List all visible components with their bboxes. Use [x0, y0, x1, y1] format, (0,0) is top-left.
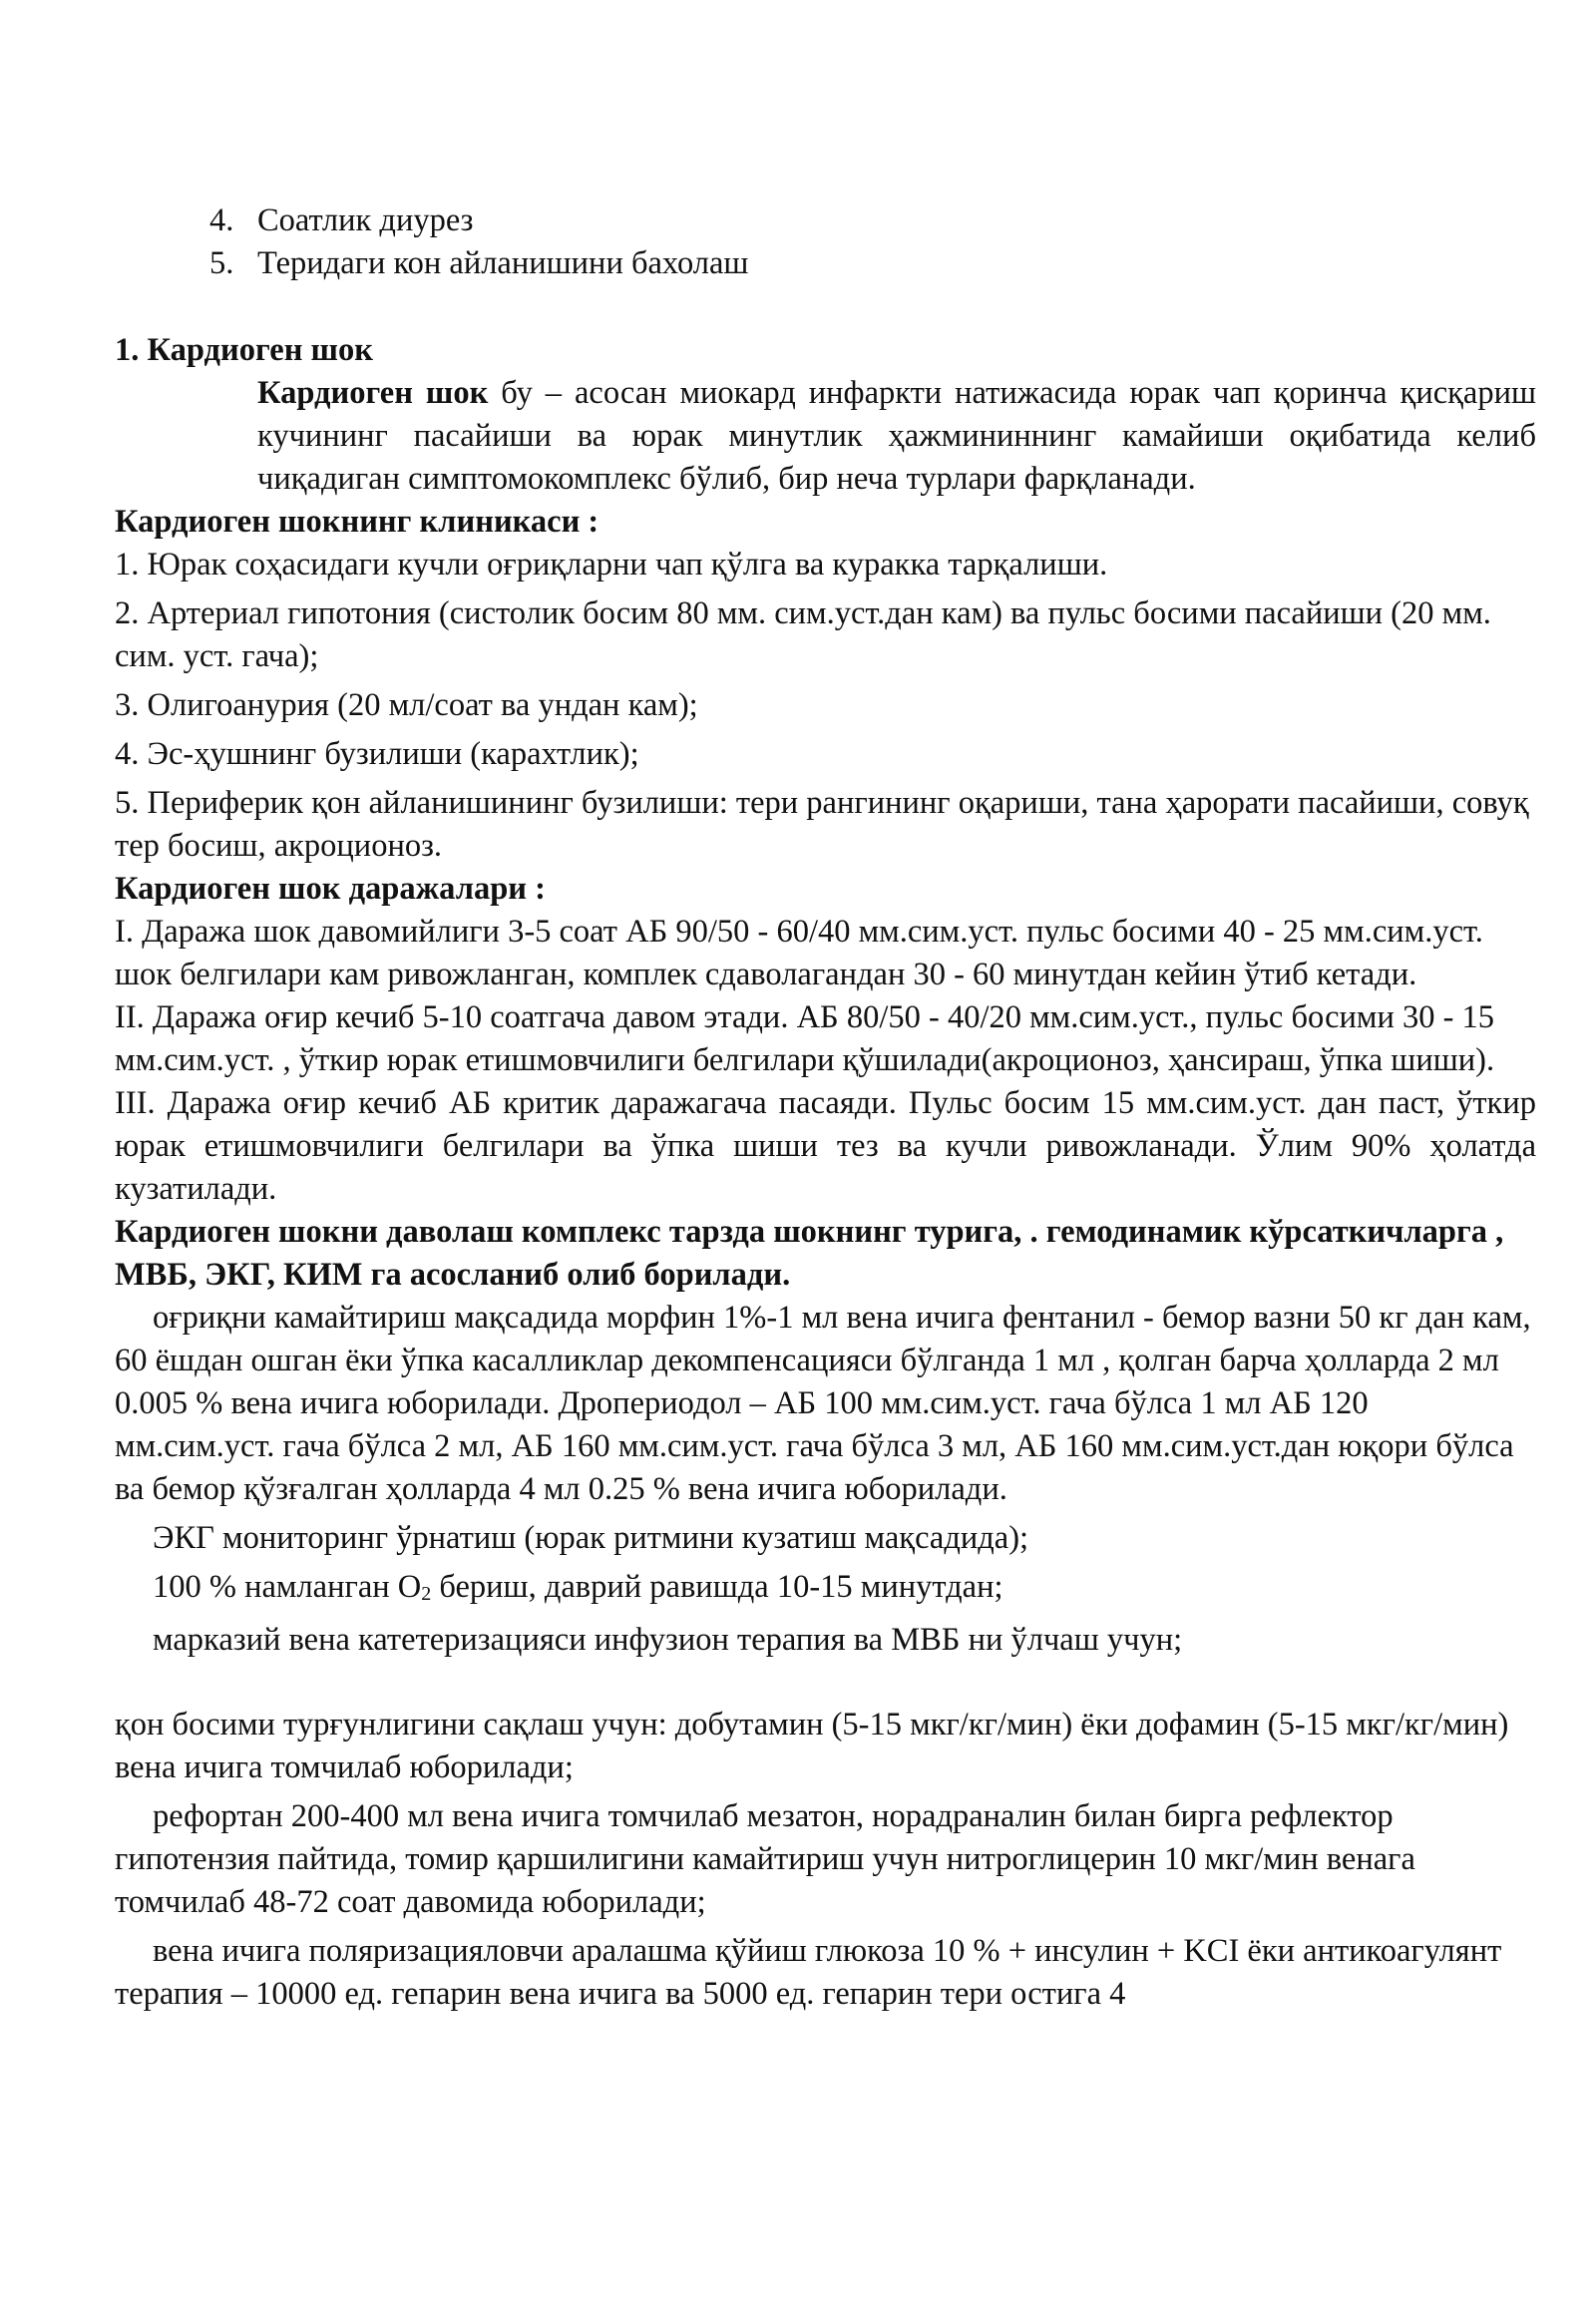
- degree-item: I. Даража шок давомийлиги 3-5 соат АБ 90/50 - 60/40 мм.сим.уст. пульс босими 40 - 25 мм.сим.уст. шок белгилари кам ривожланган, комплек сдаволагандан 30 - 60 минутдан кейин ўтиб кетади.: [115, 914, 1483, 992]
- list-item: [209, 199, 1536, 242]
- clinic-heading: Кардиоген шокнинг клиникаси :: [115, 504, 599, 540]
- treatment-paragraph: марказий вена катетеризацияси инфузион терапия ва МВБ ни ўлчаш учун;: [153, 1622, 1183, 1658]
- treatment-paragraph: ЭКГ мониторинг ўрнатиш (юрак ритмини кузатиш мақсадида);: [153, 1520, 1029, 1556]
- definition-paragraph: [115, 372, 1536, 501]
- clinic-item: 1. Юрак соҳасидаги кучли оғриқларни чап қўлга ва куракка тарқалиши.: [115, 547, 1108, 582]
- clinic-item: 3. Олигоанурия (20 мл/соат ва ундан кам);: [115, 687, 698, 723]
- definition-term: Кардиоген шок: [257, 375, 489, 411]
- treatment-paragraph: вена ичига поляризацияловчи аралашма қўйиш глюкоза 10 % + инсулин + KCI ёки антикоагулянт терапия – 10000 ед. гепарин вена ичига ва 5000 ед. гепарин тери остига 4: [115, 1933, 1502, 2012]
- degree-item: III. Даража оғир кечиб АБ критик даражагача пасаяди. Пульс босим 15 мм.сим.уст. дан паст, ўткир юрак етишмовчилиги белгилари ва ўпка шиши тез ва кучли ривожланади. Ўлим 90% ҳолатда кузатилади.: [115, 1085, 1536, 1207]
- o2-subscript: 2: [421, 1583, 432, 1605]
- treatment-paragraph: [115, 1566, 1536, 1613]
- list-item: [209, 242, 1536, 285]
- o2-text-post: бериш, даврий равишда 10-15 минутдан;: [431, 1569, 1003, 1605]
- list-text: Соатлик диурез: [257, 202, 474, 238]
- treatment-paragraph: оғриқни камайтириш мақсадида морфин 1%-1 мл вена ичига фентанил - бемор вазни 50 кг дан кам, 60 ёшдан ошган ёки ўпка касалликлар декомпенсацияси бўлганда 1 мл , қолган барча ҳолларда 2 мл 0.005 % вена ичига юборилади. Дропериодол – АБ 100 мм.сим.уст. гача бўлса 1 мл АБ 120 мм.сим.уст. гача бўлса 2 мл, АБ 160 мм.сим.уст. гача бўлса 3 мл, АБ 160 мм.сим.уст.дан юқори бўлса ва бемор қўзғалган ҳолларда 4 мл 0.25 % вена ичига юборилади.: [115, 1300, 1531, 1507]
- treatment-paragraph: қон босими турғунлигини сақлаш учун: добутамин (5-15 мкг/кг/мин) ёки дофамин (5-15 мкг/кг/мин) вена ичига томчилаб юборилади;: [115, 1707, 1509, 1785]
- degrees-heading: Кардиоген шок даражалари :: [115, 871, 546, 907]
- intro-list: [115, 199, 1536, 285]
- o2-text-pre: 100 % намланган О: [153, 1569, 422, 1605]
- treatment-heading: Кардиоген шокни даволаш комплекс тарзда шокнинг турига, . гемодинамик кўрсаткичларга , МВБ, ЭКГ, КИМ га асосланиб олиб борилади.: [115, 1214, 1504, 1293]
- degree-item: II. Даража оғир кечиб 5-10 соатгача давом этади. АБ 80/50 - 40/20 мм.сим.уст., пульс босими 30 - 15 мм.сим.уст. , ўткир юрак етишмовчилиги белгилари қўшилади(акроционоз, ҳансираш, ўпка шиши).: [115, 999, 1495, 1078]
- treatment-paragraph: рефортан 200-400 мл вена ичига томчилаб мезатон, норадраналин билан бирга рефлектор гипотензия пайтида, томир қаршилигини камайтириш учун нитроглицерин 10 мкг/мин венага томчилаб 48-72 соат давомида юборилади;: [115, 1798, 1415, 1920]
- spacer: [115, 1662, 1536, 1704]
- spacer: [115, 285, 1536, 329]
- page-content: [115, 199, 1536, 2016]
- section-heading: 1. Кардиоген шок: [115, 332, 373, 368]
- clinic-item: 5. Периферик қон айланишининг бузилиши: тери рангининг оқариши, тана ҳарорати пасайиши, совуқ тер босиш, акроционоз.: [115, 785, 1529, 864]
- list-number: 4.: [209, 202, 234, 238]
- clinic-item: 2. Артериал гипотония (систолик босим 80 мм. сим.уст.дан кам) ва пульс босими пасайиши (20 мм. сим. уст. гача);: [115, 595, 1491, 674]
- definition-text: бу – асосан миокард инфаркти натижасида юрак чап қоринча қисқариш кучининг пасайиши ва юрак минутлик ҳажмининнинг камайиши оқибатида келиб чиқадиган симптомокомплекс бўлиб, бир неча турлари фарқланади.: [257, 375, 1537, 497]
- clinic-item: 4. Эс-ҳушнинг бузилиши (карахтлик);: [115, 736, 639, 772]
- list-number: 5.: [209, 245, 234, 281]
- list-text: Теридаги кон айланишини бахолаш: [257, 245, 749, 281]
